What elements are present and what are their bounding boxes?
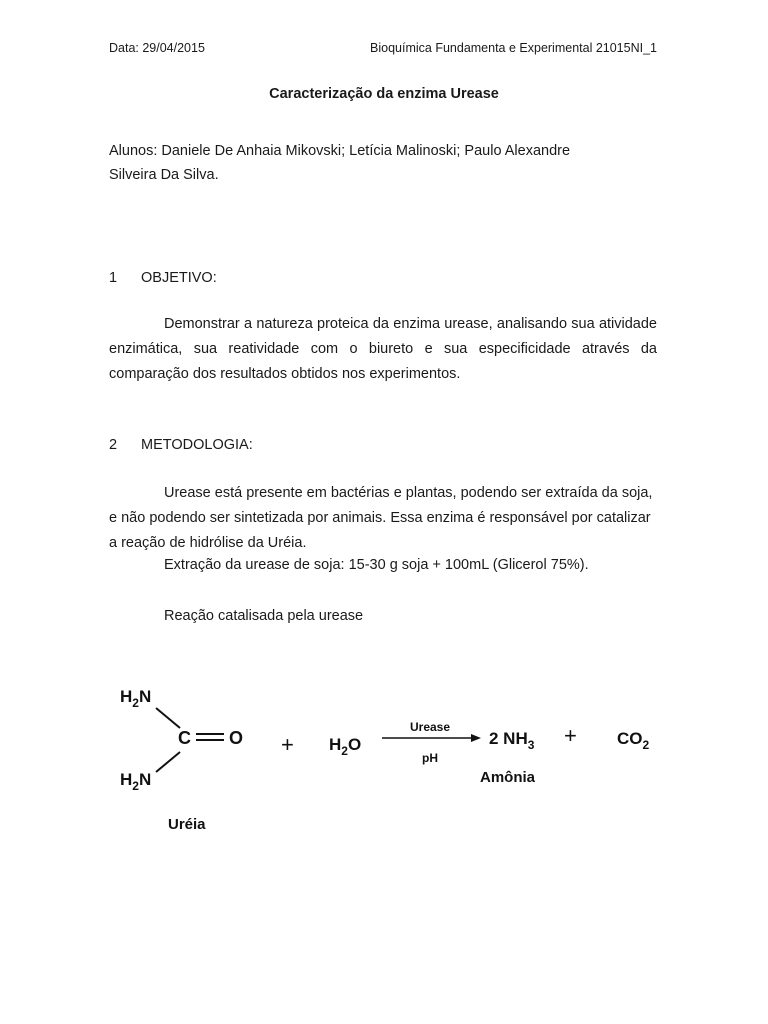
urea-oxygen: O — [229, 728, 244, 748]
metodologia-paragraph: Urease está presente em bactérias e plantas, podendo ser extraída da soja, e não podendo ser sintetizada por animais. Essa enzima é responsável por catalizar a reação de hidrólise da Uréia. — [109, 485, 653, 551]
water: $H_2O$ — [329, 735, 362, 758]
objetivo-paragraph: Demonstrar a natureza proteica da enzima urease, analisando sua atividade enzimática, sua reatividade com o biureto e sua especificidade através da comparação dos resultados obtidos nos experimentos. — [109, 316, 657, 382]
header-course: Bioquímica Fundamenta e Experimental 21015NI_1 — [370, 41, 657, 55]
ammonia: 2 $NH_3$ — [489, 729, 535, 752]
urea-amine-bottom: $H_2N$ — [120, 770, 152, 793]
urea-label: Uréia — [168, 816, 206, 833]
extraction-line: Extração da urease de soja: 15-30 g soja + 100mL (Glicerol 75%). — [164, 557, 589, 573]
enzyme-label: Urease — [409, 720, 451, 734]
authors — [109, 139, 657, 187]
plus-sign-2: + — [564, 723, 577, 748]
header-date: Data: 29/04/2015 — [109, 41, 205, 55]
section-number: 1 — [109, 270, 118, 286]
bond-n-c-top — [156, 708, 180, 728]
document-title: Caracterização da enzima Urease — [269, 86, 499, 102]
bond-n-c-bottom — [156, 752, 180, 772]
section-number: 2 — [109, 437, 118, 453]
condition-label: pH — [422, 751, 438, 765]
section-title: OBJETIVO: — [141, 270, 217, 286]
section-heading-objetivo — [109, 270, 217, 286]
urea-hydrolysis-reaction — [100, 670, 680, 840]
plus-sign-1: + — [281, 732, 294, 757]
section-title: METODOLOGIA: — [141, 437, 253, 453]
urea-amine-top: $H_2N$ — [120, 687, 152, 710]
section-heading-metodologia — [109, 437, 253, 453]
urea-carbon: C — [178, 728, 191, 748]
carbon-dioxide: $CO_2$ — [617, 729, 650, 752]
page-header — [109, 41, 657, 55]
reaction-caption: Reação catalisada pela urease — [164, 608, 364, 624]
authors-line-2: Silveira Da Silva. — [109, 167, 219, 183]
reaction-arrow-head — [471, 734, 481, 742]
authors-line-1: Alunos: Daniele De Anhaia Mikovski; Letícia Malinoski; Paulo Alexandre — [109, 143, 571, 159]
ammonia-label: Amônia — [480, 769, 536, 786]
